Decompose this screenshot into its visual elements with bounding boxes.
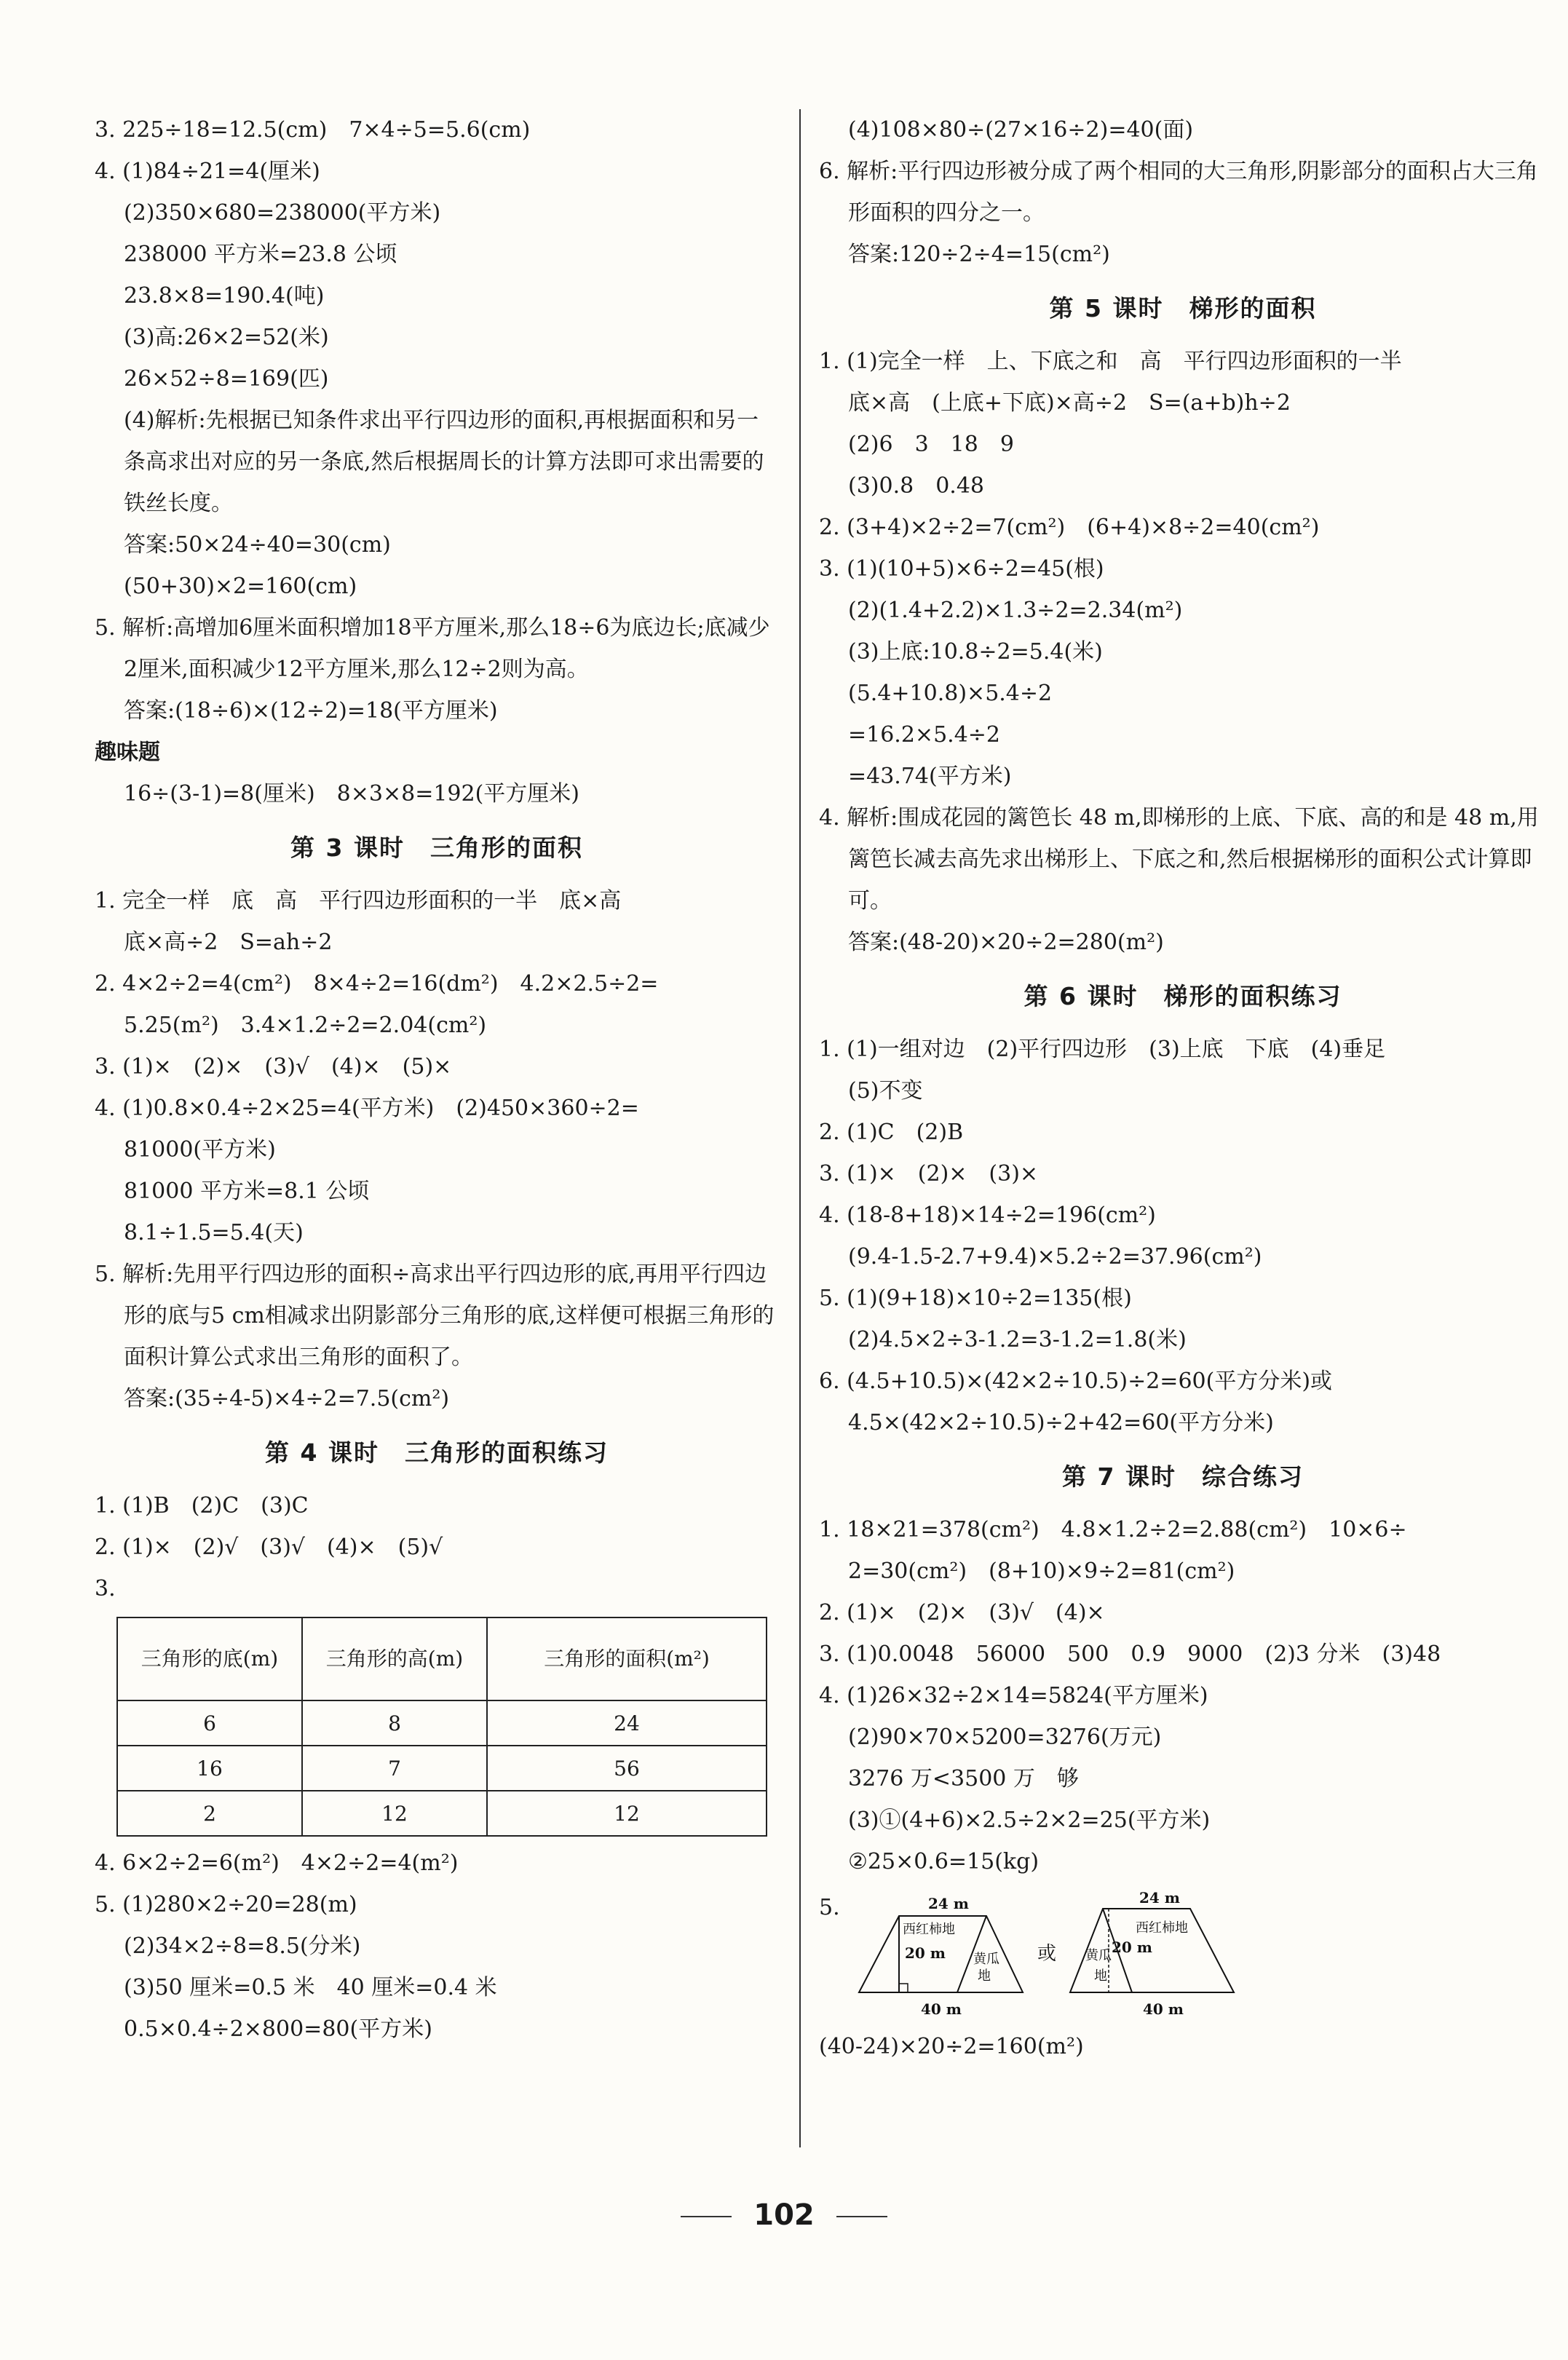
table-row (117, 1746, 767, 1791)
answer-line: 3. (1)× (2)× (3)√ (4)× (5)× (95, 1054, 452, 1080)
answer-line: 16÷(3-1)=8(厘米) 8×3×8=192(平方厘米) (124, 781, 580, 807)
right-column (819, 109, 1547, 2067)
answer-line: 26×52÷8=169(匹) (124, 366, 329, 392)
answer-line: ②25×0.6=15(kg) (848, 1849, 1040, 1874)
answer-line: 底×高 (上底+下底)×高÷2 S=(a+b)h÷2 (848, 390, 1291, 416)
answer-line: 3276 万<3500 万 够 (848, 1766, 1079, 1791)
answer-line: 2. 4×2÷2=4(cm²) 8×4÷2=16(dm²) 4.2×2.5÷2= (95, 971, 659, 997)
answer-line: 1. 完全一样 底 高 平行四边形面积的一半 底×高 (95, 888, 622, 914)
answer-line: 2. (1)× (2)√ (3)√ (4)× (5)√ (95, 1535, 443, 1560)
answer-line: (3)高:26×2=52(米) (124, 325, 329, 350)
right-angle-mark (899, 1984, 908, 1992)
left-column (95, 109, 779, 2050)
answer-line: 3. (1)0.0048 56000 500 0.9 9000 (2)3 分米 (3)48 (819, 1642, 1441, 1667)
answer-line: (2)(1.4+2.2)×1.3÷2=2.34(m²) (848, 598, 1183, 623)
page-number (0, 2198, 1568, 2232)
answer-line: 4. (1)26×32÷2×14=5824(平方厘米) (819, 1683, 1208, 1708)
answer-line: (50+30)×2=160(cm) (124, 574, 357, 599)
table-cell: 56 (487, 1746, 767, 1791)
answer-line: =16.2×5.4÷2 (848, 722, 1001, 748)
lesson-title: 第 5 课时 梯形的面积 (1049, 294, 1317, 322)
answer-line: 2=30(cm²) (8+10)×9÷2=81(cm²) (848, 1559, 1235, 1584)
tomato-label: 西红柿地 (903, 1922, 955, 1937)
table-cell: 12 (487, 1791, 767, 1836)
answer-line: 238000 平方米=23.8 公顷 (124, 242, 397, 267)
answer-line: =43.74(平方米) (848, 764, 1012, 789)
answer-line: 底×高÷2 S=ah÷2 (124, 930, 333, 955)
answer-line: 答案:120÷2÷4=15(cm²) (848, 242, 1110, 267)
answer-line: (2)4.5×2÷3-1.2=3-1.2=1.8(米) (848, 1327, 1187, 1353)
answer-line: 0.5×0.4÷2×800=80(平方米) (124, 2016, 432, 2042)
answer-line: 5.25(m²) 3.4×1.2÷2=2.04(cm²) (124, 1013, 487, 1038)
tomato-label: 西红柿地 (1136, 1920, 1188, 1936)
answer-line: 81000 平方米=8.1 公顷 (124, 1179, 370, 1204)
answer-line: 4. (1)0.8×0.4÷2×25=4(平方米) (2)450×360÷2= (95, 1096, 639, 1121)
column-divider (799, 109, 801, 2147)
table-header: 三角形的面积(m²) (487, 1617, 767, 1700)
answer-line: 8.1÷1.5=5.4(天) (124, 1220, 304, 1246)
answer-line: (2)6 3 18 9 (848, 432, 1014, 457)
bottom-label: 40 m (921, 2000, 962, 2018)
answer-line: 3. (1)× (2)× (3)× (819, 1161, 1039, 1187)
answer-line: 5. (1)(9+18)×10÷2=135(根) (819, 1286, 1132, 1311)
answer-line: 2. (1)C (2)B (819, 1120, 964, 1145)
answer-line: (2)90×70×5200=3276(万元) (848, 1725, 1162, 1750)
answer-line: (2)350×680=238000(平方米) (124, 200, 441, 226)
or-label: 或 (1037, 1943, 1057, 1965)
table-row (117, 1791, 767, 1836)
table-cell: 2 (117, 1791, 302, 1836)
answer-line: (3)0.8 0.48 (848, 473, 985, 499)
lesson-title: 第 7 课时 综合练习 (1062, 1462, 1304, 1491)
answer-line: 4. (1)84÷21=4(厘米) (95, 159, 320, 184)
analysis-paragraph: 6. 解析:平行四边形被分成了两个相同的大三角形,阴影部分的面积占大三角形面积的四分之一。 (819, 159, 1538, 226)
bottom-label: 40 m (1143, 2000, 1184, 2018)
page-number-text: 102 (753, 2198, 815, 2232)
answer-line: 3. (1)(10+5)×6÷2=45(根) (819, 556, 1104, 582)
answer-line: (3)50 厘米=0.5 米 40 厘米=0.4 米 (124, 1975, 497, 2000)
answer-line: (5)不变 (848, 1078, 923, 1104)
answer-line: 答案:(48-20)×20÷2=280(m²) (848, 930, 1164, 955)
answer-line: (3)①(4+6)×2.5÷2×2=25(平方米) (848, 1807, 1211, 1833)
top-label: 24 m (1139, 1889, 1180, 1906)
answer-line: (9.4-1.5-2.7+9.4)×5.2÷2=37.96(cm²) (848, 1244, 1262, 1270)
cucumber-label: 地 (978, 1968, 991, 1984)
table-cell: 16 (117, 1746, 302, 1791)
lesson-title: 第 3 课时 三角形的面积 (290, 833, 583, 862)
answer-line: (2)34×2÷8=8.5(分米) (124, 1933, 361, 1959)
answer-line: 答案:(18÷6)×(12÷2)=18(平方厘米) (124, 698, 498, 724)
analysis-paragraph: 5. 解析:先用平行四边形的面积÷高求出平行四边形的底,再用平行四边形的底与5 cm相减求出阴影部分三角形的底,这样便可根据三角形的面积计算公式求出三角形的面积了。 (95, 1262, 775, 1370)
answer-line: 2. (1)× (2)× (3)√ (4)× (819, 1600, 1105, 1626)
answer-line: (40-24)×20÷2=160(m²) (819, 2034, 1084, 2059)
question-number: 5. (819, 1895, 840, 1920)
table-cell: 24 (487, 1700, 767, 1746)
table-row (117, 1700, 767, 1746)
triangle-table (116, 1617, 767, 1837)
answer-line: 4. 6×2÷2=6(m²) 4×2÷2=4(m²) (95, 1850, 459, 1876)
table-cell: 6 (117, 1700, 302, 1746)
analysis-paragraph: 5. 解析:高增加6厘米面积增加18平方厘米,那么18÷6为底边长;底减少2厘米,面积减少12平方厘米,那么12÷2则为高。 (95, 615, 770, 682)
top-label: 24 m (928, 1895, 969, 1912)
answer-line: (3)上底:10.8÷2=5.4(米) (848, 639, 1103, 665)
answer-line: 1. (1)B (2)C (3)C (95, 1493, 309, 1518)
analysis-paragraph: (4)解析:先根据已知条件求出平行四边形的面积,再根据面积和另一条高求出对应的另一条底,然后根据周长的计算方法即可求出需要的铁丝长度。 (124, 408, 764, 516)
answer-line: 23.8×8=190.4(吨) (124, 283, 325, 309)
cucumber-label: 黄瓜 (973, 1952, 999, 1967)
answer-line: (4)108×80÷(27×16÷2)=40(面) (848, 117, 1194, 143)
answer-line: 4. (18-8+18)×14÷2=196(cm²) (819, 1203, 1156, 1228)
lesson-title: 第 4 课时 三角形的面积练习 (265, 1438, 609, 1467)
cucumber-label: 地 (1094, 1968, 1107, 1984)
answer-line: 2. (3+4)×2÷2=7(cm²) (6+4)×8÷2=40(cm²) (819, 515, 1320, 540)
page-dash (836, 2216, 887, 2217)
answer-line: 答案:50×24÷40=30(cm) (124, 532, 391, 558)
answer-line: 1. 18×21=378(cm²) 4.8×1.2÷2=2.88(cm²) 10×6÷ (819, 1517, 1407, 1543)
page-dash (681, 2216, 732, 2217)
height-label: 20 m (905, 1944, 946, 1962)
cucumber-label: 黄瓜 (1085, 1948, 1112, 1963)
answer-line: 1. (1)完全一样 上、下底之和 高 平行四边形面积的一半 (819, 349, 1402, 374)
trapezoid-diagram (848, 1887, 1256, 2022)
trapezoid-figure (819, 1887, 1547, 2022)
section-label: 趣味题 (95, 740, 160, 765)
answer-line: 6. (4.5+10.5)×(42×2÷10.5)÷2=60(平方分米)或 4.5×(42×2÷10.5)÷2+42=60(平方分米) (819, 1369, 1333, 1436)
answer-line: 答案:(35÷4-5)×4÷2=7.5(cm²) (124, 1386, 450, 1411)
height-label: 20 m (1112, 1939, 1152, 1956)
analysis-paragraph: 4. 解析:围成花园的篱笆长 48 m,即梯形的上底、下底、高的和是 48 m,用篱笆长减去高先求出梯形上、下底之和,然后根据梯形的面积公式计算即可。 (819, 805, 1539, 914)
answer-line: 1. (1)一组对边 (2)平行四边形 (3)上底 下底 (4)垂足 (819, 1037, 1386, 1062)
lesson-title: 第 6 课时 梯形的面积练习 (1023, 982, 1342, 1010)
table-cell: 12 (302, 1791, 487, 1836)
answer-line: 3. 225÷18=12.5(cm) 7×4÷5=5.6(cm) (95, 117, 531, 143)
answer-line: 81000(平方米) (124, 1137, 276, 1163)
table-cell: 8 (302, 1700, 487, 1746)
answer-line: 3. (95, 1576, 116, 1601)
table-header-row (117, 1617, 767, 1700)
table-header: 三角形的底(m) (117, 1617, 302, 1700)
answer-line: (5.4+10.8)×5.4÷2 (848, 681, 1053, 706)
table-cell: 7 (302, 1746, 487, 1791)
answer-line: 5. (1)280×2÷20=28(m) (95, 1892, 357, 1917)
table-header: 三角形的高(m) (302, 1617, 487, 1700)
